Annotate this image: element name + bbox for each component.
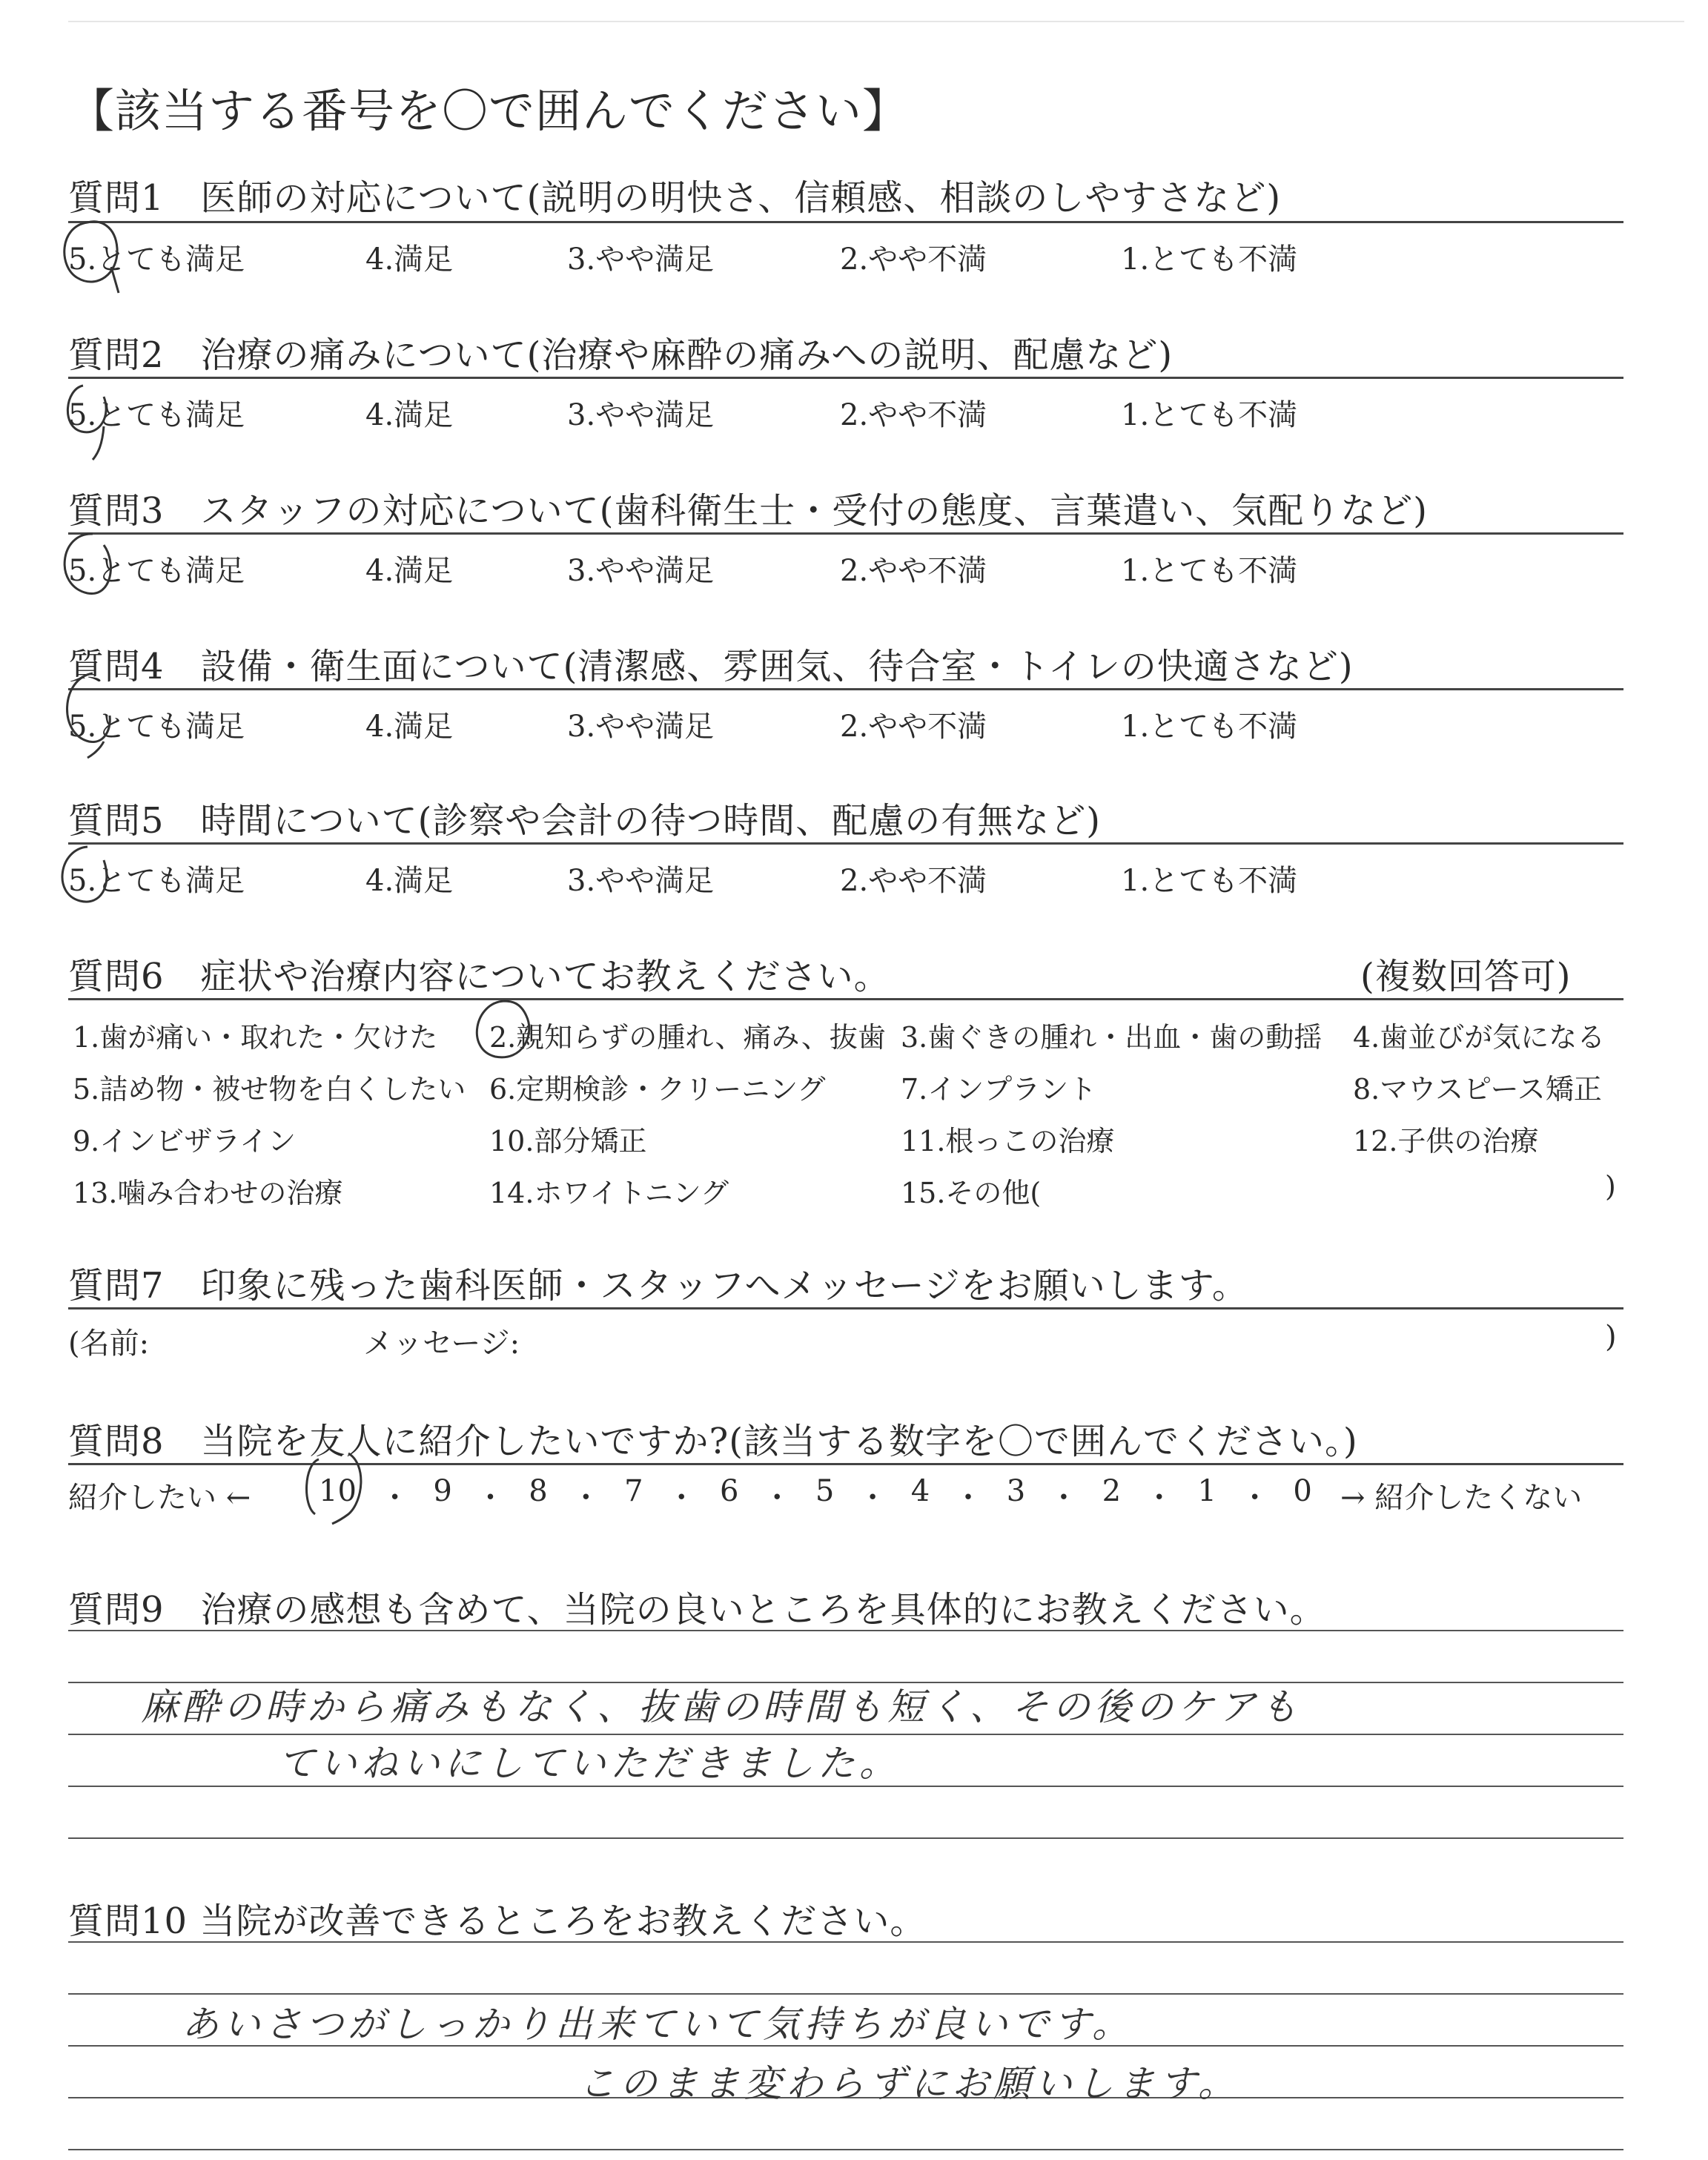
scale-value-2[interactable]: 2 <box>1102 1474 1122 1508</box>
scale-separator: ・ <box>1144 1481 1174 1515</box>
q2-option-2[interactable]: 2.やや不満 <box>840 398 987 432</box>
scale-separator: ・ <box>571 1481 601 1515</box>
q10-answer-line-2: このまま変わらずにお願いします。 <box>578 2062 1239 2105</box>
q3-option-5[interactable]: 5.とても満足 <box>68 554 245 588</box>
q7-close: ) <box>1605 1320 1617 1354</box>
q8-title: 質問8 当院を友人に紹介したいですか?(該当する数字を〇で囲んでください。) <box>68 1421 1358 1462</box>
q6-item-15[interactable]: 15.その他( <box>901 1177 1042 1209</box>
q2-selection-circle <box>67 386 106 460</box>
page-header: 【該当する番号を〇で囲んでください】 <box>68 84 910 138</box>
q5-option-4[interactable]: 4.満足 <box>365 864 454 898</box>
q8-right-label: → 紹介したくない <box>1340 1481 1583 1515</box>
q1-option-2[interactable]: 2.やや不満 <box>840 242 987 277</box>
q6-item-7[interactable]: 7.インプラント <box>901 1073 1097 1106</box>
scale-value-6[interactable]: 6 <box>720 1474 739 1508</box>
q5-option-3[interactable]: 3.やや満足 <box>567 864 715 898</box>
scale-value-0[interactable]: 0 <box>1293 1474 1312 1508</box>
q6-item-11[interactable]: 11.根っこの治療 <box>901 1125 1115 1157</box>
q6-item-5[interactable]: 5.詰め物・被せ物を白くしたい <box>73 1073 466 1106</box>
scale-separator: ・ <box>666 1481 697 1515</box>
q6-item-9[interactable]: 9.インビザライン <box>73 1125 297 1157</box>
q6-item-4[interactable]: 4.歯並びが気になる <box>1353 1021 1606 1054</box>
q1-title: 質問1 医師の対応について(説明の明快さ、信頼感、相談のしやすさなど) <box>68 177 1282 219</box>
q7-name-label: (名前: <box>68 1327 150 1361</box>
q8-left-label: 紹介したい ← <box>68 1481 251 1515</box>
scale-value-7[interactable]: 7 <box>624 1474 643 1508</box>
q1-option-1[interactable]: 1.とても不満 <box>1121 242 1298 277</box>
q6-selection-circle <box>477 1001 529 1057</box>
scale-value-10[interactable]: 10 <box>319 1474 357 1508</box>
q6-item-3[interactable]: 3.歯ぐきの腫れ・出血・歯の動揺 <box>901 1021 1323 1054</box>
q2-option-5[interactable]: 5.とても満足 <box>68 398 245 432</box>
q6-item-10[interactable]: 10.部分矯正 <box>489 1125 647 1157</box>
q9-answer-line-2: ていねいにしていただきました。 <box>278 1742 901 1785</box>
q6-item-12[interactable]: 12.子供の治療 <box>1353 1125 1539 1157</box>
q6-item-8[interactable]: 8.マウスピース矯正 <box>1353 1073 1602 1106</box>
q2-option-1[interactable]: 1.とても不満 <box>1121 398 1298 432</box>
q4-option-1[interactable]: 1.とても不満 <box>1121 710 1298 744</box>
q8-selection-circle <box>307 1453 361 1524</box>
q2-title: 質問2 治療の痛みについて(治療や麻酔の痛みへの説明、配慮など) <box>68 334 1174 376</box>
scale-separator: ・ <box>1048 1481 1079 1515</box>
scale-value-3[interactable]: 3 <box>1006 1474 1026 1508</box>
q4-title: 質問4 設備・衛生面について(清潔感、雰囲気、待合室・トイレの快適さなど) <box>68 646 1354 687</box>
scale-separator: ・ <box>1239 1481 1270 1515</box>
scale-separator: ・ <box>475 1481 506 1515</box>
q9-answer-line-1: 麻酔の時から痛みもなく、抜歯の時間も短く、その後のケアも <box>141 1685 1302 1728</box>
q6-note: (複数回答可) <box>1360 956 1572 997</box>
q4-option-4[interactable]: 4.満足 <box>365 710 454 744</box>
q3-option-1[interactable]: 1.とても不満 <box>1121 554 1298 588</box>
q7-message-label: メッセージ: <box>363 1327 520 1361</box>
q2-option-3[interactable]: 3.やや満足 <box>567 398 715 432</box>
q5-option-1[interactable]: 1.とても不満 <box>1121 864 1298 898</box>
scale-value-1[interactable]: 1 <box>1197 1474 1217 1508</box>
q3-title: 質問3 スタッフの対応について(歯科衛生士・受付の態度、言葉遣い、気配りなど) <box>68 490 1429 532</box>
q1-selection-circle <box>64 222 119 293</box>
q1-option-4[interactable]: 4.満足 <box>365 242 454 277</box>
scale-value-9[interactable]: 9 <box>433 1474 452 1508</box>
q10-answer-line-1: あいさつがしっかり出来ていて気持ちが良いです。 <box>182 2003 1133 2046</box>
scale-value-8[interactable]: 8 <box>529 1474 548 1508</box>
q6-item-2[interactable]: 2.親知らずの腫れ、痛み、抜歯 <box>489 1021 886 1054</box>
q3-selection-circle <box>64 534 110 594</box>
q3-option-3[interactable]: 3.やや満足 <box>567 554 715 588</box>
scale-value-4[interactable]: 4 <box>910 1474 930 1508</box>
q1-option-5[interactable]: 5.とても満足 <box>68 242 245 277</box>
q9-title: 質問9 治療の感想も含めて、当院の良いところを具体的にお教えください。 <box>68 1589 1326 1631</box>
q6-item-14[interactable]: 14.ホワイトニング <box>489 1177 729 1209</box>
q6-item-15-close: ) <box>1605 1170 1616 1203</box>
q5-selection-circle <box>62 847 107 902</box>
q6-item-1[interactable]: 1.歯が痛い・取れた・欠けた <box>73 1021 438 1054</box>
q4-option-3[interactable]: 3.やや満足 <box>567 710 715 744</box>
q3-option-2[interactable]: 2.やや不満 <box>840 554 987 588</box>
q4-selection-circle <box>67 673 110 758</box>
q10-title: 質問10 当院が改善できるところをお教えください。 <box>68 1900 927 1942</box>
scale-separator: ・ <box>953 1481 983 1515</box>
q5-title: 質問5 時間について(診察や会計の待つ時間、配慮の有無など) <box>68 800 1102 842</box>
scale-value-5[interactable]: 5 <box>815 1474 835 1508</box>
q3-option-4[interactable]: 4.満足 <box>365 554 454 588</box>
scale-separator: ・ <box>380 1481 410 1515</box>
q7-title: 質問7 印象に残った歯科医師・スタッフへメッセージをお願いします。 <box>68 1265 1248 1307</box>
q4-option-2[interactable]: 2.やや不満 <box>840 710 987 744</box>
q1-option-3[interactable]: 3.やや満足 <box>567 242 715 277</box>
q6-title: 質問6 症状や治療内容についてお教えください。 <box>68 956 890 997</box>
q5-option-2[interactable]: 2.やや不満 <box>840 864 987 898</box>
q6-item-6[interactable]: 6.定期検診・クリーニング <box>489 1073 826 1106</box>
q5-option-5[interactable]: 5.とても満足 <box>68 864 245 898</box>
q4-option-5[interactable]: 5.とても満足 <box>68 710 245 744</box>
q6-item-13[interactable]: 13.噛み合わせの治療 <box>73 1177 343 1209</box>
scale-separator: ・ <box>858 1481 888 1515</box>
q2-option-4[interactable]: 4.満足 <box>365 398 454 432</box>
scale-separator: ・ <box>762 1481 792 1515</box>
